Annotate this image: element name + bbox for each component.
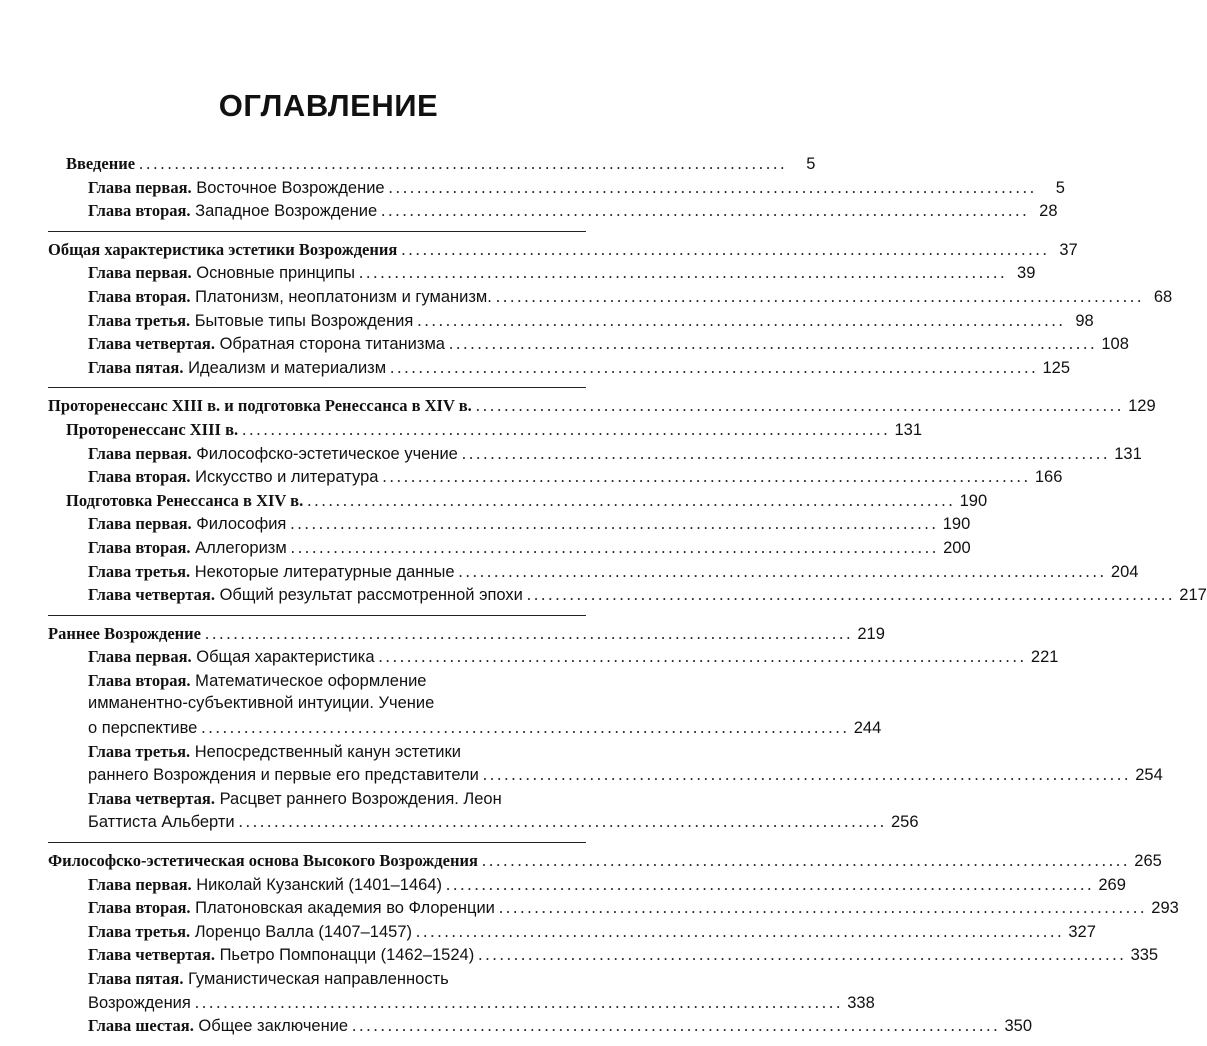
- toc-section-general: [48, 231, 1173, 388]
- chapter-title: Восточное Возрождение: [196, 178, 385, 197]
- table-of-contents: [48, 150, 1207, 1046]
- chapter-number: Глава первая.: [88, 874, 192, 894]
- toc-chapter-entry-multiline[interactable]: [48, 967, 875, 1014]
- chapter-number: Глава третья.: [88, 561, 191, 581]
- toc-chapter-entry[interactable]: [48, 536, 971, 560]
- entry-title: Проторенессанс XIII в.: [66, 419, 239, 439]
- chapter-number: Глава вторая.: [88, 537, 191, 557]
- chapter-title: Аллегоризм: [195, 538, 287, 557]
- entry-page: 129: [1128, 397, 1156, 416]
- chapter-last-line: [48, 716, 882, 740]
- toc-chapter-entry[interactable]: [48, 285, 1173, 309]
- dot-leader: ...........................................................................................: [307, 490, 956, 510]
- toc-section-protorenaissance: [48, 387, 1207, 614]
- toc-chapter-entry[interactable]: [48, 920, 1096, 944]
- entry-page: 293: [1151, 899, 1179, 918]
- toc-chapter-entry-multiline[interactable]: [48, 669, 882, 740]
- entry-page: 125: [1042, 358, 1070, 377]
- entry-title: Проторенессанс XIII в. и подготовка Ренессанса в XIV в.: [48, 396, 472, 416]
- chapter-number: Глава третья.: [88, 921, 191, 941]
- chapter-title: Искусство и литература: [195, 468, 379, 487]
- entry-page: 335: [1130, 946, 1159, 965]
- dot-leader: ...........................................................................................: [378, 647, 1027, 667]
- entry-title: Раннее Возрождение: [48, 623, 201, 643]
- dot-leader: ...........................................................................................: [482, 765, 1132, 785]
- dot-leader: ...........................................................................................: [458, 561, 1107, 581]
- entry-page: 244: [853, 719, 882, 738]
- chapter-number: Глава вторая.: [88, 286, 191, 306]
- chapter-title: Платонизм, неоплатонизм и гуманизм.: [195, 287, 492, 306]
- dot-leader: ...........................................................................................: [201, 718, 850, 738]
- dot-leader: ...........................................................................................: [390, 357, 1039, 377]
- entry-page: 204: [1110, 562, 1139, 581]
- toc-chapter-entry[interactable]: [48, 176, 1065, 200]
- dot-leader: ...........................................................................................: [194, 992, 844, 1012]
- entry-title: Философско-эстетическая основа Высокого Возрождения: [48, 851, 478, 871]
- entry-page: 166: [1034, 468, 1063, 487]
- chapter-title-line: Гуманистическая направленность: [188, 970, 449, 988]
- chapter-title: Некоторые литературные данные: [194, 562, 455, 581]
- entry-page: 327: [1068, 922, 1096, 941]
- toc-chapter-entry[interactable]: [48, 560, 1139, 584]
- chapter-title: Бытовые типы Возрождения: [194, 311, 414, 330]
- toc-chapter-entry[interactable]: [48, 356, 1070, 380]
- chapter-line: [48, 740, 586, 764]
- dot-leader: ...........................................................................................: [238, 812, 887, 832]
- chapter-number: Глава четвертая.: [88, 788, 215, 808]
- chapter-title: Основные принципы: [196, 264, 356, 283]
- dot-leader: ...........................................................................................: [359, 263, 1008, 283]
- chapter-title: Обратная сторона титанизма: [219, 335, 445, 354]
- entry-page: 131: [1114, 444, 1142, 463]
- chapter-last-line: [48, 763, 1163, 787]
- chapter-title: Общая характеристика: [196, 648, 375, 667]
- chapter-title: Общее заключение: [198, 1017, 349, 1036]
- dot-leader: ...........................................................................................: [401, 239, 1050, 259]
- entry-page: 190: [942, 515, 971, 534]
- toc-chapter-entry[interactable]: [48, 199, 1058, 223]
- entry-page: 28: [1039, 202, 1058, 221]
- chapter-last-line: [48, 810, 919, 834]
- chapter-title: Идеализм и материализм: [188, 358, 387, 377]
- dot-leader: ...........................................................................................: [446, 874, 1095, 894]
- chapter-number: Глава первая.: [88, 263, 192, 283]
- chapter-title: Общий результат рассмотренной эпохи: [219, 586, 523, 605]
- toc-part-entry[interactable]: [48, 238, 1078, 262]
- toc-chapter-entry[interactable]: [48, 309, 1094, 333]
- entry-page: 5: [1055, 178, 1065, 197]
- chapter-title: Философско-эстетическое учение: [196, 444, 458, 463]
- toc-subpart-entry[interactable]: [48, 489, 988, 513]
- dot-leader: ...........................................................................................: [417, 310, 1066, 330]
- dot-leader: ...........................................................................................: [352, 1016, 1001, 1036]
- chapter-number: Глава пятая.: [88, 969, 184, 988]
- entry-page: 68: [1153, 287, 1173, 306]
- dot-leader: ...........................................................................................: [205, 623, 854, 643]
- toc-chapter-entry[interactable]: [48, 442, 1142, 466]
- dot-leader: ...........................................................................................: [478, 945, 1127, 965]
- toc-chapter-entry[interactable]: [48, 512, 971, 536]
- chapter-last-line: [48, 991, 875, 1015]
- dot-leader: ...........................................................................................: [381, 201, 1030, 221]
- dot-leader: ...........................................................................................: [495, 286, 1145, 306]
- toc-chapter-entry[interactable]: [48, 873, 1126, 897]
- dot-leader: ...........................................................................................: [388, 177, 1037, 197]
- toc-part-entry[interactable]: [48, 849, 1162, 873]
- dot-leader: ...........................................................................................: [475, 396, 1125, 416]
- chapter-number: Глава вторая.: [88, 898, 191, 918]
- chapter-number: Глава вторая.: [88, 467, 191, 487]
- dot-leader: ...........................................................................................: [382, 467, 1031, 487]
- entry-page: 5: [806, 155, 816, 173]
- entry-page: 221: [1030, 648, 1059, 667]
- toc-chapter-entry[interactable]: [48, 261, 1036, 285]
- entry-page: 39: [1017, 264, 1036, 283]
- entry-page: 131: [894, 420, 923, 439]
- chapter-number: Глава первая.: [88, 443, 192, 463]
- chapter-number: Глава первая.: [88, 514, 192, 534]
- chapter-number: Глава вторая.: [88, 670, 191, 690]
- toc-chapter-entry[interactable]: [48, 896, 1179, 920]
- toc-subpart-entry[interactable]: [48, 418, 923, 442]
- toc-chapter-entry[interactable]: [48, 465, 1063, 489]
- chapter-title-line: Расцвет раннего Возрождения. Леон: [219, 789, 502, 808]
- toc-chapter-entry[interactable]: [48, 645, 1059, 669]
- chapter-title-line: Возрождения: [88, 993, 191, 1012]
- entry-page: 269: [1098, 875, 1126, 894]
- chapter-title: Западное Возрождение: [195, 202, 378, 221]
- toc-part-entry[interactable]: [48, 394, 1156, 418]
- entry-page: 256: [891, 813, 919, 832]
- dot-leader: ...........................................................................................: [526, 585, 1176, 605]
- entry-page: 108: [1101, 335, 1129, 354]
- dot-leader: ...........................................................................................: [498, 898, 1148, 918]
- chapter-line: [48, 669, 586, 693]
- chapter-number: Глава шестая.: [88, 1016, 194, 1036]
- chapter-number: Глава четвертая.: [88, 585, 215, 605]
- toc-part-entry[interactable]: [48, 152, 816, 176]
- entry-title: Введение: [66, 154, 136, 173]
- chapter-title-line: Математическое оформление: [195, 671, 427, 690]
- entry-page: 350: [1004, 1017, 1033, 1036]
- dot-leader: ...........................................................................................: [242, 419, 891, 439]
- dot-leader: ...........................................................................................: [461, 443, 1111, 463]
- chapter-number: Глава четвертая.: [88, 334, 215, 354]
- toc-chapter-entry[interactable]: [48, 943, 1159, 967]
- chapter-title: Пьетро Помпонацци (1462–1524): [219, 946, 475, 965]
- toc-chapter-entry[interactable]: [48, 583, 1207, 607]
- toc-section-high-renaissance: [48, 842, 1179, 1046]
- entry-title: Общая характеристика эстетики Возрождения: [48, 239, 398, 259]
- page-title: ОГЛАВЛЕНИЕ: [218, 88, 439, 123]
- chapter-number: Глава третья.: [88, 741, 191, 761]
- chapter-number: Глава первая.: [88, 177, 192, 197]
- toc-section-early-renaissance: [48, 615, 1163, 842]
- entry-page: 217: [1179, 586, 1207, 605]
- chapter-title: Платоновская академия во Флоренции: [195, 899, 495, 918]
- chapter-title: Философия: [196, 515, 287, 534]
- entry-title: Подготовка Ренессанса в XIV в.: [66, 490, 304, 510]
- chapter-title-line: имманентно-субъективной интуиции. Учение: [88, 694, 435, 713]
- toc-chapter-entry-multiline[interactable]: [48, 787, 919, 834]
- chapter-title-line: раннего Возрождения и первые его представители: [88, 766, 479, 785]
- entry-page: 219: [857, 624, 885, 643]
- chapter-title-line: о перспективе: [88, 719, 198, 738]
- chapter-title: Лоренцо Валла (1407–1457): [194, 922, 412, 941]
- chapter-line: [48, 967, 586, 991]
- chapter-number: Глава первая.: [88, 647, 192, 667]
- dot-leader: ...........................................................................................: [481, 851, 1131, 871]
- dot-leader: ...........................................................................................: [290, 514, 939, 534]
- entry-page: 190: [959, 491, 988, 510]
- dot-leader: ...........................................................................................: [139, 154, 788, 173]
- chapter-title-line: Баттиста Альберти: [88, 813, 235, 832]
- dot-leader: ...........................................................................................: [290, 537, 940, 557]
- dot-leader: ...........................................................................................: [448, 334, 1098, 354]
- toc-chapter-entry[interactable]: [48, 332, 1129, 356]
- entry-page: 338: [847, 993, 875, 1012]
- toc-section-introduction: [48, 150, 1065, 231]
- toc-chapter-entry[interactable]: [48, 1014, 1033, 1038]
- chapter-number: Глава пятая.: [88, 357, 184, 377]
- chapter-number: Глава вторая.: [88, 201, 191, 221]
- chapter-title-line: Непосредственный канун эстетики: [194, 742, 461, 761]
- entry-page: 200: [943, 538, 971, 557]
- entry-page: 98: [1075, 311, 1094, 330]
- toc-chapter-entry-multiline[interactable]: [48, 740, 1163, 787]
- entry-page: 37: [1059, 240, 1078, 259]
- toc-part-entry[interactable]: [48, 622, 885, 646]
- entry-page: 265: [1134, 852, 1162, 871]
- chapter-title: Николай Кузанский (1401–1464): [196, 875, 442, 894]
- chapter-line: [48, 787, 586, 811]
- entry-page: 254: [1135, 766, 1163, 785]
- chapter-number: Глава четвертая.: [88, 945, 215, 965]
- chapter-number: Глава третья.: [88, 310, 191, 330]
- dot-leader: ...........................................................................................: [416, 921, 1065, 941]
